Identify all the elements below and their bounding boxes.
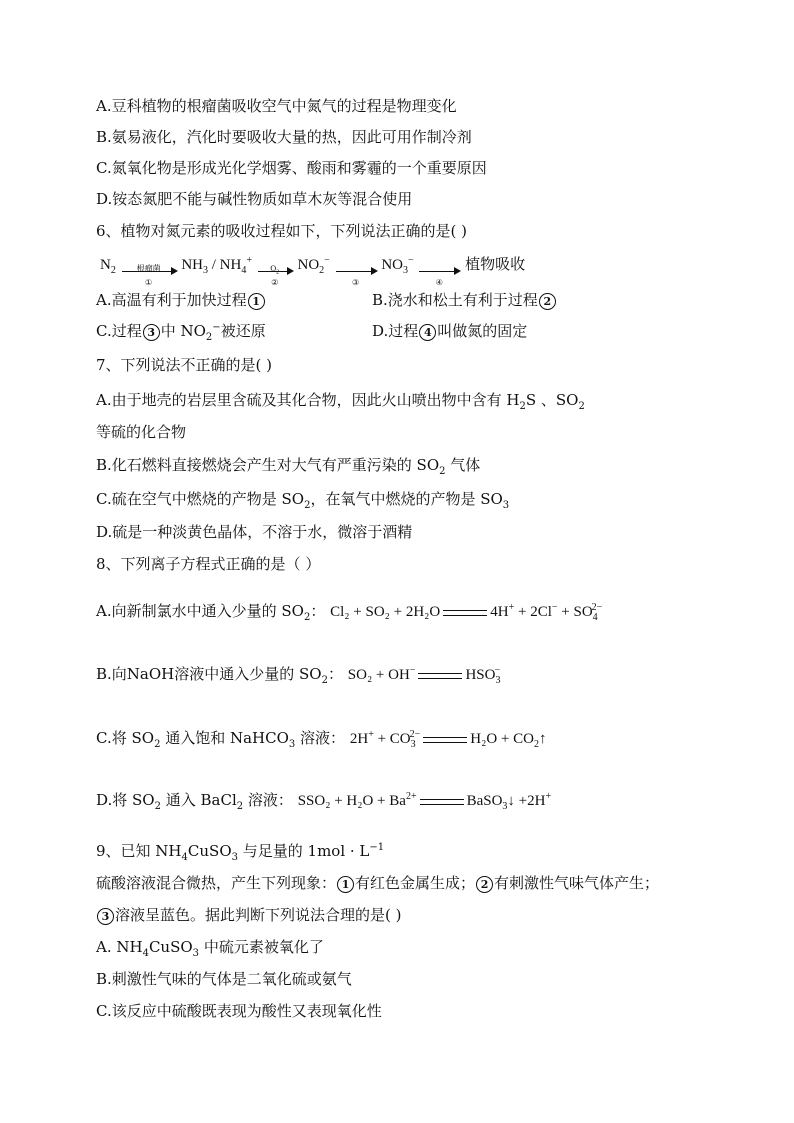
q7-option-c: C.硫在空气中燃烧的产物是 $SO_2$，在氧气中燃烧的产物是 $SO_3$: [96, 490, 510, 511]
q6-option-a: A.高温有利于加快过程 1: [96, 289, 266, 311]
scheme-arrow-3: ③: [336, 260, 376, 272]
scheme-nh3-nh4: $NH_3 / NH_4^+$: [181, 255, 252, 276]
scheme-no2: $NO_2^-$: [297, 255, 330, 276]
q8-option-c: C.将 $SO_2$ 通入饱和 NaHCO$_3$ 溶液： $2H^+ + CO_3^{2-}$ $H_2O + CO_2↑$: [96, 729, 547, 750]
q8-b-equation: SO₂ + OH− $HSO_3^-$: [347, 665, 501, 686]
q8-stem: 8、下列离子方程式正确的是（ ）: [96, 555, 321, 573]
q7-option-a-cont: 等硫的化合物: [96, 423, 187, 441]
scheme-no3: $NO_3^-$: [381, 255, 414, 276]
q8-d-equation: $SSO_2 + H_2O + Ba^{2+}$ BaSO$_3$↓ +2H+: [297, 791, 552, 812]
scheme-arrow-2: $O_2$ ②: [258, 260, 292, 272]
q5-option-a: A.豆科植物的根瘤菌吸收空气中氮气的过程是物理变化: [96, 97, 457, 115]
q8-option-a: A.向新制氯水中通入少量的 $SO_2$： Cl₂ + SO₂ + 2H₂O $4H^+ + 2Cl^- + SO_4^{2-}$: [96, 602, 603, 623]
q7-option-a: A.由于地壳的岩层里含硫及其化合物，因此火山喷出物中含有 $H_2S$ 、$SO_2$: [96, 391, 585, 412]
q9-option-c: C.该反应中硫酸既表现为酸性又表现氧化性: [96, 1002, 382, 1020]
q8-a-equation: Cl₂ + SO₂ + 2H₂O $4H^+ + 2Cl^- + SO_4^{2-}$: [330, 602, 603, 623]
q8-option-d: D.将 $SO_2$ 通入 BaCl$_2$ 溶液： $SSO_2 + H_2O + Ba^{2+}$ BaSO$_3$↓ +2H+: [96, 791, 552, 812]
q8-option-b: B.向NaOH溶液中通入少量的 $SO_2$： SO₂ + OH− $HSO_3^-$: [96, 665, 501, 686]
q7-stem: 7、下列说法不正确的是( ): [96, 356, 273, 374]
q6-stem: 6、植物对氮元素的吸收过程如下，下列说法正确的是( ): [96, 222, 468, 240]
q9-option-a: A. $NH_4CuSO_3$ 中硫元素被氧化了: [96, 938, 324, 959]
q7-option-b: B.化石燃料直接燃烧会产生对大气有严重污染的 $SO_2$ 气体: [96, 456, 481, 477]
q9-stem: 9、已知 $NH_4CuSO_3$ 与足量的 $1mol \cdot L^{-1}$: [96, 842, 385, 863]
q6-option-d: D.过程 4 叫做氮的固定: [372, 322, 528, 340]
q6-option-b: B.浇水和松土有利于过程 2: [372, 289, 557, 311]
scheme-n2: $N_2$: [100, 257, 116, 276]
scheme-end: 植物吸收: [465, 257, 526, 273]
q9-phenomena-cont: 3 溶液呈蓝色。据此判断下列说法合理的是( ): [96, 904, 401, 926]
q5-option-c: C.氮氧化物是形成光化学烟雾、酸雨和雾霾的一个重要原因: [96, 159, 487, 177]
q5-option-d: D.铵态氮肥不能与碱性物质如草木灰等混合使用: [96, 190, 413, 208]
q5-option-b: B.氨易液化，汽化时要吸收大量的热，因此可用作制冷剂: [96, 128, 472, 146]
q9-option-b: B.刺激性气味的气体是二氧化硫或氨气: [96, 970, 352, 988]
q9-phenomena: 硫酸溶液混合微热，产生下列现象： 1 有红色金属生成； 2 有刺激性气味气体产生；: [96, 874, 660, 892]
q6-nitrogen-scheme: [100, 254, 526, 287]
q7-option-d: D.硫是一种淡黄色晶体，不溶于水，微溶于酒精: [96, 523, 413, 541]
q8-c-equation: $2H^+ + CO_3^{2-}$ $H_2O + CO_2↑$: [349, 729, 547, 750]
scheme-arrow-1: 根瘤菌 ①: [122, 260, 176, 272]
scheme-arrow-4: ④: [419, 260, 459, 272]
q6-option-c: C.过程 3 中 $NO_2^-$被还原: [96, 322, 266, 343]
